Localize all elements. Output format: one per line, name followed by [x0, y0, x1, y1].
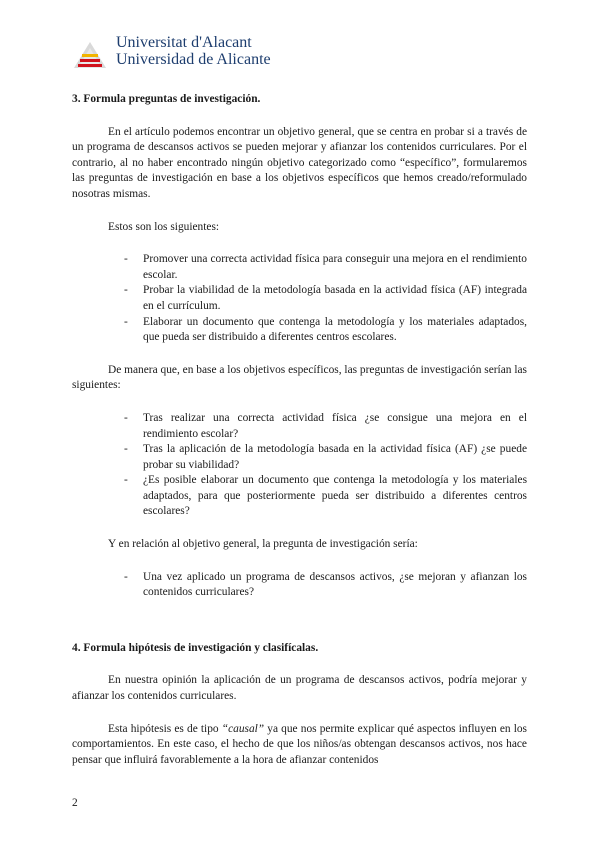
list-item: - Probar la viabilidad de la metodología basada en la actividad física (AF) integrada en el currículum. [72, 283, 527, 314]
section-4-paragraph-2 [72, 722, 527, 769]
section-3-paragraph-1: En el artículo podemos encontrar un objetivo general, que se centra en probar si a través de un programa de descansos activos se pueden mejorar y afianzar los contenidos curriculares. Por el contrario, al no haber encontrado ningún objetivo categorizado como “específico”, formularemos las preguntas de investigación en base a los objetivos específicos que hemos creado/reformulado nosotras mismas. [72, 125, 527, 200]
document-body [72, 92, 527, 768]
university-of-alicante-logo-icon [72, 34, 108, 70]
objectives-list [72, 252, 527, 346]
questions-list [72, 411, 527, 520]
hypothesis-type-emphasis: “causal” [221, 722, 265, 735]
university-name [116, 34, 271, 68]
hypothesis-type-explanation: ya que nos permite explicar qué aspectos influyen en los comportamientos. En este caso, el hecho de que los niños/as obtengan descansos activos, nos hace pensar que influirá favorablemente a la hora de afianzar contenidos [72, 722, 527, 766]
section-3-paragraph-3: Y en relación al objetivo general, la pregunta de investigación sería: [108, 538, 418, 551]
section-3-paragraph-2: De manera que, en base a los objetivos específicos, las preguntas de investigación serían las siguientes: [72, 363, 527, 392]
university-name-spanish: Universidad de Alicante [116, 51, 271, 68]
hypothesis-type-lead: Esta hipótesis es de tipo [108, 722, 222, 735]
list-item: - Una vez aplicado un programa de descansos activos, ¿se mejoran y afianzan los contenidos curriculares? [72, 570, 527, 601]
section-4-title: 4. Formula hipótesis de investigación y clasifícalas. [72, 641, 319, 654]
list-item: - ¿Es posible elaborar un documento que contenga la metodología y los materiales adaptados, para que posteriormente pueda ser distribuido a diferentes centros escolares? [72, 473, 527, 520]
list-item: - Tras la aplicación de la metodología basada en la actividad física (AF) ¿se puede probar su viabilidad? [72, 442, 527, 473]
list-item: - Elaborar un documento que contenga la metodología y los materiales adaptados, que pueda ser distribuido a diferentes centros escolares. [72, 315, 527, 346]
general-question-list [72, 570, 527, 601]
section-3-title: 3. Formula preguntas de investigación. [72, 93, 261, 105]
university-name-catalan: Universitat d'Alacant [116, 34, 252, 51]
objectives-intro: Estos son los siguientes: [108, 220, 220, 233]
list-item: - Promover una correcta actividad física para conseguir una mejora en el rendimiento escolar. [72, 252, 527, 283]
page-number: 2 [72, 797, 78, 809]
list-item: - Tras realizar una correcta actividad física ¿se consigue una mejora en el rendimiento escolar? [72, 411, 527, 442]
section-4-paragraph-1: En nuestra opinión la aplicación de un programa de descansos activos, podría mejorar y afianzar los contenidos curriculares. [72, 674, 527, 703]
